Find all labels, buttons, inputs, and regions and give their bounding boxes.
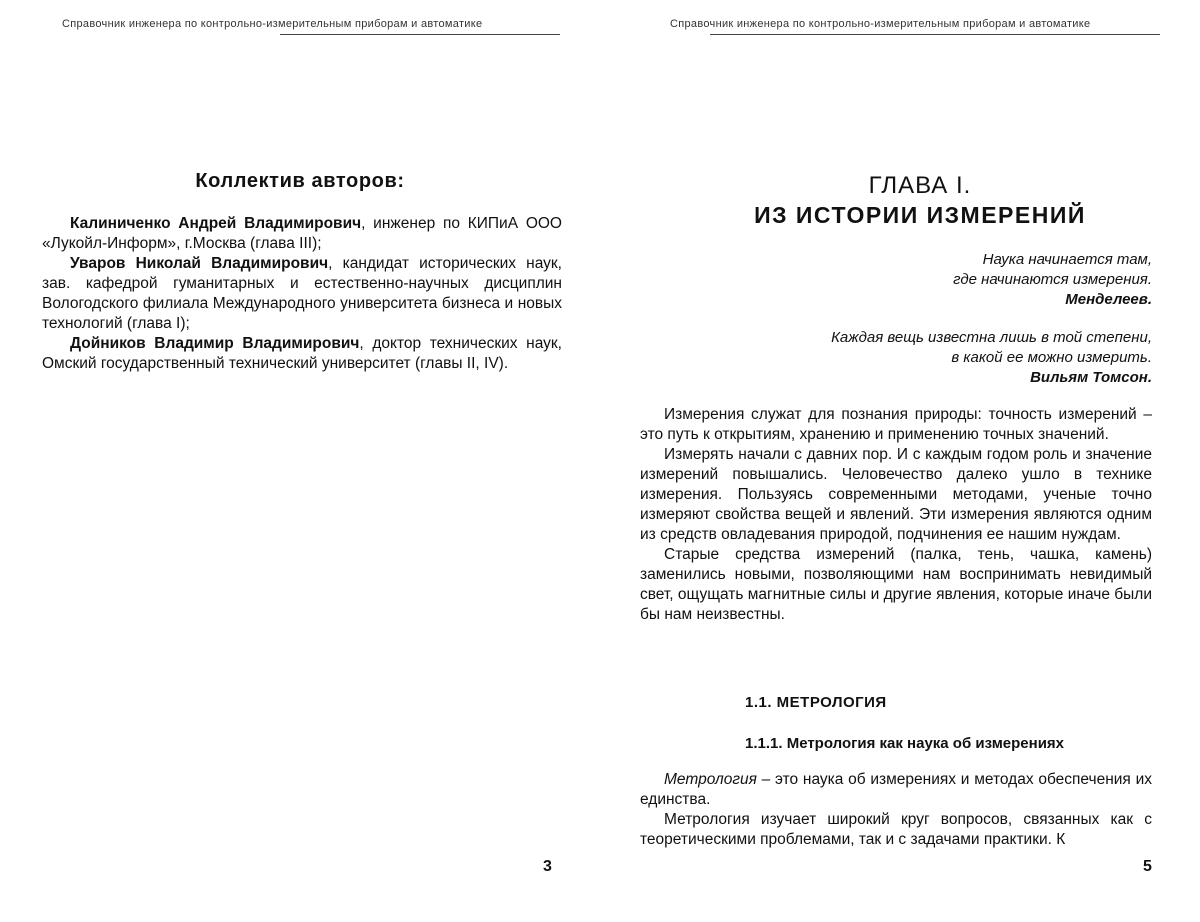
paragraph: Старые средства измерений (палка, тень, чашка, камень) заменились новыми, позволяющими нам воспринимать невидимый свет, ощущать магнитные силы и другие явления, которые иначе были бы нам неизвестны.: [640, 546, 1152, 623]
section-heading: 1.1. МЕТРОЛОГИЯ: [745, 694, 887, 711]
header-rule: [710, 34, 1160, 35]
header-rule: [280, 34, 560, 35]
epigraph-author: Менделеев.: [1065, 291, 1152, 308]
author-entry: [42, 214, 562, 254]
epigraph-line: где начинаются измерения.: [953, 271, 1152, 288]
paragraph: [640, 770, 1152, 810]
epigraph-author: Вильям Томсон.: [1030, 369, 1152, 386]
chapter-title: ГЛАВА I.: [868, 172, 972, 199]
author-desc: , кандидат исторических наук, зав. кафедрой гуманитарных и естественно-научных дисциплин Вологодского филиала Международного университета бизнеса и новых технологий (глава I);: [42, 255, 562, 332]
epigraph: [732, 250, 1152, 310]
metrology-text: [640, 770, 1152, 850]
chapter-subtitle: ИЗ ИСТОРИИ ИЗМЕРЕНИЙ: [754, 202, 1086, 228]
term: Метрология: [664, 771, 757, 788]
epigraph-line: Каждая вещь известна лишь в той степени,: [831, 329, 1152, 346]
running-head: Справочник инженера по контрольно-измерительным приборам и автоматике: [670, 18, 1091, 30]
authors-list: [42, 214, 562, 374]
intro-text: [640, 405, 1152, 625]
author-entry: [42, 334, 562, 374]
author-entry: [42, 254, 562, 334]
running-head: Справочник инженера по контрольно-измерительным приборам и автоматике: [62, 18, 483, 30]
epigraph-line: в какой ее можно измерить.: [951, 349, 1152, 366]
paragraph: Метрология изучает широкий круг вопросов, связанных как с теоретическими проблемами, так и с задачами практики. К: [640, 811, 1152, 848]
paragraph: Измерения служат для познания природы: точность измерений – это путь к открытиям, хранению и применению точных значений.: [640, 406, 1152, 443]
subsection-heading: 1.1.1. Метрология как наука об измерениях: [745, 735, 1065, 752]
author-name: Уваров Николай Владимирович: [70, 255, 329, 272]
epigraph: [732, 328, 1152, 388]
authors-title: Коллектив авторов:: [195, 170, 405, 192]
page-number: 3: [543, 858, 552, 875]
paragraph: Измерять начали с давних пор. И с каждым годом роль и значение измерений повышались. Человечество далеко ушло в технике измерения. Пользуясь современными методами, ученые точно измеряют свойства вещей и явлений. Эти измерения являются одним из средств овладевания природой, подчинения ее нашим нуждам.: [640, 446, 1152, 543]
epigraph-line: Наука начинается там,: [982, 251, 1152, 268]
author-name: Калиниченко Андрей Владимирович: [70, 215, 362, 232]
author-desc: , доктор технических наук, Омский государственный технический университет (главы II, IV).: [42, 335, 562, 372]
right-page: [600, 0, 1200, 922]
definition: – это наука об измерениях и методах обеспечения их единства.: [640, 771, 1152, 808]
page-number: 5: [1143, 858, 1152, 875]
author-name: Дойников Владимир Владимирович: [70, 335, 360, 352]
author-desc: , инженер по КИПиА ООО «Лукойл-Информ», г.Москва (глава III);: [42, 215, 562, 252]
